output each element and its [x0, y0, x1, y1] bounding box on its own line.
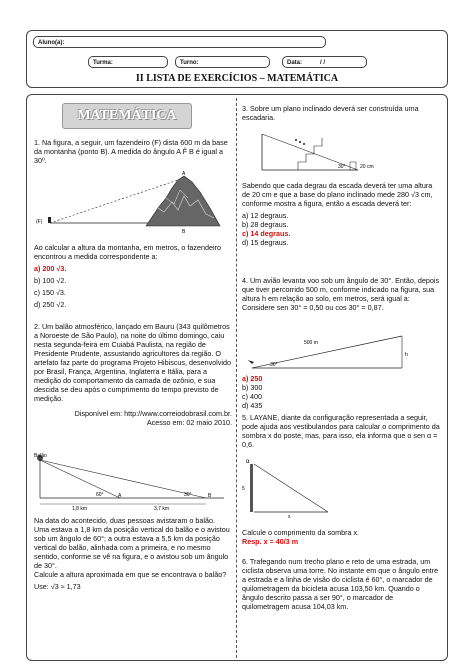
column-divider [236, 98, 237, 658]
q3-option-a: a) 12 degraus. [242, 211, 289, 220]
dot-2 [299, 141, 301, 143]
q3-option-c: c) 14 degraus. [242, 229, 291, 238]
airplane-figure [242, 330, 438, 372]
fig-x-label: x [288, 514, 291, 520]
q1-question: Ao calcular a altura da montanha, em metros, o fazendeiro encontrou a medida correspondente a: [34, 243, 221, 261]
student-name-label: Aluno(a): [38, 40, 65, 46]
fig-5-label: 5 [242, 486, 245, 492]
q1-option-b: b) 100 √2. [34, 276, 67, 285]
q2-text: 2. Um balão atmosférico, lançado em Bauru (343 quilômetros a Noroeste de São Paulo), na noite do último domingo, caiu nesta segunda-feira em Cuiabá Paulista, na região de Presidente Prudente, assustando agricultores da região. O artefato faz parte do programa Projeto Hibiscus, desenvolvido por Brasil, França, Argentina, Inglaterra e Itália, para a medição do comportamento da camada de ozônio, e sua descida se deu após o cumprimento do tempo previsto de medição. [34, 322, 231, 403]
q1-option-c: c) 150 √3. [34, 288, 66, 297]
q2-source-2: Acesso em: 02 maio 2010. [146, 418, 232, 427]
shift-field[interactable] [175, 56, 270, 68]
fig-a-label: A [118, 493, 122, 499]
q4-option-c: c) 400 [242, 392, 262, 401]
q4-option-d: d) 435 [242, 401, 263, 410]
mountain-shape [146, 176, 220, 226]
q2-ask: Calcule a altura aproximada em que se encontrava o balão? [34, 570, 227, 579]
q5-answer [242, 528, 440, 546]
fig-20-label: 20 cm [360, 164, 374, 170]
q2-after: Na data do acontecido, duas pessoas avistaram o balão. Uma estava a 1,8 km da posição vertical do balão e o avistou sob um ângulo de 60°; a outra estava a 5,5 km da posição vertical do balão, alinhada com a primeira, e no mesmo sentido, conforme se vê na figura, e o avistou sob um ângulo de 30°. [34, 516, 230, 570]
question-4 [242, 276, 440, 312]
sight-line-a [40, 460, 120, 498]
fig-60-label: 60° [96, 492, 104, 498]
q1-option-d: d) 250 √2. [34, 300, 67, 309]
q3-body [242, 181, 440, 247]
fig-30-label: 30° [184, 492, 192, 498]
q4-option-a: a) 250 [242, 374, 263, 383]
fig-a-label: A [182, 171, 186, 177]
q3-body-text: Sabendo que cada degrau da escada deverá ter uma altura de 20 cm e que a base do plano inclinado mede 280 √3 cm, conforme mostra a figura, então a escada deverá ter: [242, 181, 433, 208]
dot-3 [303, 143, 305, 145]
worksheet-title: II LISTA DE EXERCÍCIOS – MATEMÁTICA [135, 73, 339, 84]
question-6 [242, 557, 440, 611]
q2-use: Use: √3 ≈ 1,73 [34, 582, 81, 591]
q5-ask: Calcule o comprimento da sombra x. [242, 528, 360, 537]
dot-1 [295, 139, 297, 141]
airplane-mark [248, 360, 254, 364]
q3-option-d: d) 15 degraus. [242, 238, 289, 247]
sun-ray [254, 464, 328, 512]
date-field[interactable] [282, 56, 367, 68]
fig-500-label: 500 m [304, 340, 318, 346]
q4-option-b: b) 300 [242, 383, 263, 392]
q6-text: 6. Trafegando num trecho plano e reto de uma estrada, um ciclista observa uma torre. No instante em que o ângulo entre a estrada e a linha de visão do ciclista é 60°, o marcador de quilometragem da bicicleta acusa 103,50 km. Quando o ângulo descrito passa a ser 90°, o marcador de quilometragem acusa 104,03 km. [242, 557, 439, 611]
q3-option-b: b) 28 degraus. [242, 220, 289, 229]
question-1 [34, 138, 232, 165]
fig-d2-label: 3,7 km [154, 506, 170, 512]
class-field[interactable] [88, 56, 168, 68]
q3-text: 3. Sobre um plano inclinado deverá ser construída uma escadaria. [242, 104, 419, 122]
fig-f-label: (F) [36, 219, 43, 225]
mountain-figure [34, 168, 230, 236]
question-5 [242, 413, 440, 449]
shift-label: Turno: [180, 60, 199, 66]
fig-d1-label: 1,8 km [72, 506, 88, 512]
q5-text: 5. LAYANE, diante da configuração representada a seguir, pode ajuda aos vestibulandos para calcular o comprimento da sombra x do poste, mas, para isso, ela informa que o sen α = 0,6. [242, 413, 440, 449]
q2-source-1: Disponível em: http://www.correiodobrasil.com.br. [74, 409, 232, 418]
q4-answers [242, 374, 440, 410]
subject-badge: MATEMÁTICA [62, 103, 192, 129]
fig-balao-label: Balão [34, 453, 47, 459]
fig-b-label: B [182, 229, 186, 235]
q1-option-a: a) 200 √3. [34, 264, 67, 273]
fig-b-label: B [208, 493, 212, 499]
date-value: / / [320, 60, 326, 66]
pole-figure [242, 458, 438, 520]
balloon-figure [34, 452, 230, 512]
sight-line-b [40, 460, 206, 498]
pole [250, 464, 253, 512]
fig-alpha-label: α [246, 459, 250, 465]
class-label: Turma: [93, 60, 113, 66]
question-3 [242, 104, 440, 122]
q5-resp: Resp. x = 40/3 m [242, 537, 299, 546]
farmer-mark [48, 217, 51, 223]
steps-path [298, 138, 322, 170]
fig-30-label: 30° [270, 362, 278, 368]
date-label: Data: [287, 60, 303, 66]
staircase-figure [242, 122, 438, 178]
q4-text: 4. Um avião levanta voo sob um ângulo de 30°. Então, depois que tiver percorrido 500 m, conforme indicado na figura, sua altura h em relação ao solo, em metros, será igual a: [242, 276, 440, 303]
fig-h-label: h [405, 352, 408, 358]
q2-continuation [34, 516, 232, 591]
question-2 [34, 322, 232, 427]
q4-hint: Considere sen 30° = 0,50 ou cos 30° = 0,87. [242, 303, 384, 312]
fig-30-label: 30° [338, 164, 346, 170]
student-name-field[interactable] [33, 36, 326, 48]
q1-answers [34, 243, 232, 309]
q1-text: 1. Na figura, a seguir, um fazendeiro (F) dista 600 m da base da montanha (ponto B). A medida do ângulo A F̂ B é igual a 30º. [34, 138, 228, 165]
